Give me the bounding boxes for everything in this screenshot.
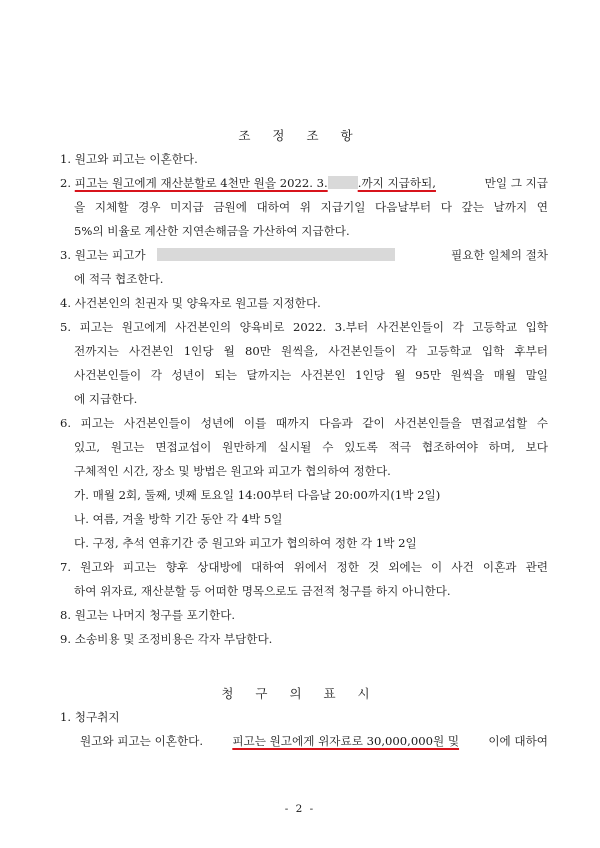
term-5-line-2: 전까지는 사건본인 1인당 월 80만 원씩을, 사건본인들이 각 고등학교 입학 후부터 (74, 344, 548, 358)
term-5-line-1: 5. 피고는 원고에게 사건본인의 양육비로 2022. 3.부터 사건본인들이 각 고등학교 입학 (60, 320, 548, 334)
claim-text-b-underlined: 피고는 원고에게 위자료로 30,000,000원 및 (232, 734, 460, 748)
term-2-number: 2. (60, 176, 72, 190)
term-3-text-b: 필요한 일체의 절차 (451, 248, 548, 262)
term-2-text-c: 만일 그 지급 (484, 176, 548, 190)
claim-text-a: 원고와 피고는 이혼한다. (80, 734, 204, 748)
term-6-line-1: 6. 피고는 사건본인들이 성년에 이를 때까지 다음과 같이 사건본인들을 면접교섭할 수 (60, 416, 548, 430)
term-2-line-3: 5%의 비율로 계산한 지연손해금을 가산하여 지급한다. (74, 224, 350, 238)
term-3-line-1 (60, 248, 548, 262)
claim-line (80, 734, 548, 748)
term-3-line-2: 에 적극 협조한다. (74, 272, 164, 286)
term-2-text-a: 피고는 원고에게 재산분할로 4천만 원을 2022. 3. (74, 176, 328, 190)
term-7-line-1: 7. 원고와 피고는 향후 상대방에 대하여 위에서 정한 것 외에는 이 사건 이혼과 관련 (60, 560, 548, 574)
claim-item-1: 1. 청구취지 (60, 710, 120, 724)
section-title-claim-statement: 청 구 의 표 시 (221, 686, 379, 701)
page-number: - 2 - (284, 803, 316, 815)
section-title-adjustment-terms: 조 정 조 항 (238, 128, 362, 143)
term-2-text-b: .까지 지급하되, (357, 176, 436, 190)
term-5-line-3: 사건본인들이 각 성년이 되는 달까지는 사건본인 1인당 월 95만 원씩을 매월 말일 (74, 368, 548, 382)
redaction-block (157, 248, 395, 261)
term-9: 9. 소송비용 및 조정비용은 각자 부담한다. (60, 632, 273, 646)
term-6-line-3: 구체적인 시간, 장소 및 방법은 원고와 피고가 협의하여 정한다. (74, 464, 391, 478)
term-6-sub-ga: 가. 매월 2회, 둘째, 넷째 토요일 14:00부터 다음날 20:00까지(1박 2일) (74, 488, 441, 502)
term-6-sub-da: 다. 구정, 추석 연휴기간 중 원고와 피고가 협의하여 정한 각 1박 2일 (74, 536, 417, 550)
term-5-line-4: 에 지급한다. (74, 392, 138, 406)
term-3-text-a: 3. 원고는 피고가 (60, 248, 146, 262)
term-7-line-2: 하여 위자료, 재산분할 등 어떠한 명목으로도 금전적 청구를 하지 아니한다. (74, 584, 451, 598)
term-2-line-2: 을 지체할 경우 미지급 금원에 대하여 위 지급기일 다음날부터 다 갚는 날까지 연 (74, 200, 548, 214)
term-6-line-2: 있고, 원고는 면접교섭이 원만하게 실시될 수 있도록 적극 협조하여야 하며, 보다 (74, 440, 548, 454)
claim-text-c: 이에 대하여 (488, 734, 548, 748)
term-4: 4. 사건본인의 친권자 및 양육자로 원고를 지정한다. (60, 296, 321, 310)
term-2-line-1 (60, 176, 548, 190)
term-2-underlined-text (75, 176, 436, 190)
term-6-sub-na: 나. 여름, 겨울 방학 기간 동안 각 4박 5일 (74, 512, 283, 526)
redaction-block (328, 176, 358, 189)
term-8: 8. 원고는 나머지 청구를 포기한다. (60, 608, 236, 622)
term-1: 1. 원고와 피고는 이혼한다. (60, 152, 198, 166)
